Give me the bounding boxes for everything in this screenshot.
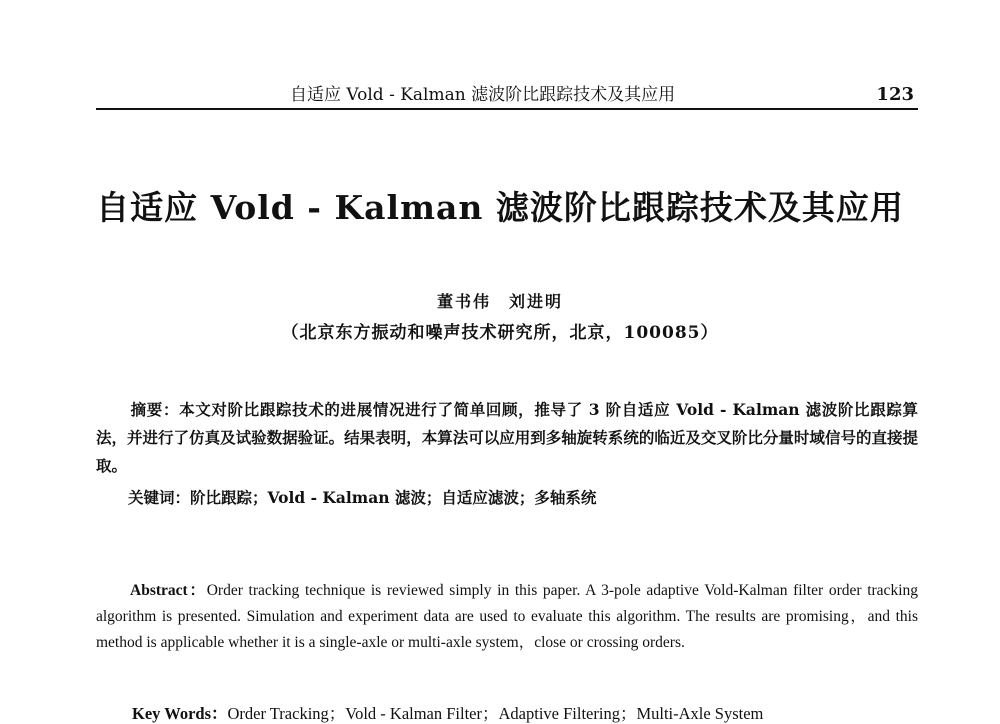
keywords-english xyxy=(132,700,918,724)
abstract-chinese xyxy=(96,396,918,480)
keywords-chinese xyxy=(128,486,918,508)
abstract-english-label: Abstract： xyxy=(130,582,207,599)
abstract-english xyxy=(96,578,918,656)
keywords-english-label: Key Words： xyxy=(132,704,228,723)
keywords-chinese-text: 阶比跟踪；Vold - Kalman 滤波；自适应滤波；多轴系统 xyxy=(190,488,597,507)
abstract-english-text: Order tracking technique is reviewed simply in this paper. A 3-pole adaptive Vold-Kalman filter order tracking algorithm is presented. Simulation and experiment data are used to evaluate this algorithm. The results are promising，and this method is applicable whether it is a single-axle or multi-axle system，close or crossing orders. xyxy=(96,582,918,651)
running-head-title: 自适应 Vold - Kalman 滤波阶比跟踪技术及其应用 xyxy=(290,85,676,105)
affiliation: （北京东方振动和噪声技术研究所，北京，100085） xyxy=(281,323,719,343)
abstract-chinese-text: 本文对阶比跟踪技术的进展情况进行了简单回顾，推导了 3 阶自适应 Vold - Kalman 滤波阶比跟踪算法，并进行了仿真及试验数据验证。结果表明，本算法可以应用到多轴旋转系统的临近及交叉阶比分量时域信号的直接提取。 xyxy=(96,400,918,475)
keywords-english-text: Order Tracking；Vold - Kalman Filter；Adaptive Filtering；Multi-Axle System xyxy=(227,704,764,723)
abstract-chinese-label: 摘要： xyxy=(130,400,180,419)
authors: 董书伟 刘进明 xyxy=(436,292,563,311)
header-rule xyxy=(96,108,918,110)
page-number: 123 xyxy=(876,84,914,105)
article-title: 自适应 Vold - Kalman 滤波阶比跟踪技术及其应用 xyxy=(96,188,904,227)
keywords-chinese-label: 关键词： xyxy=(128,488,191,507)
